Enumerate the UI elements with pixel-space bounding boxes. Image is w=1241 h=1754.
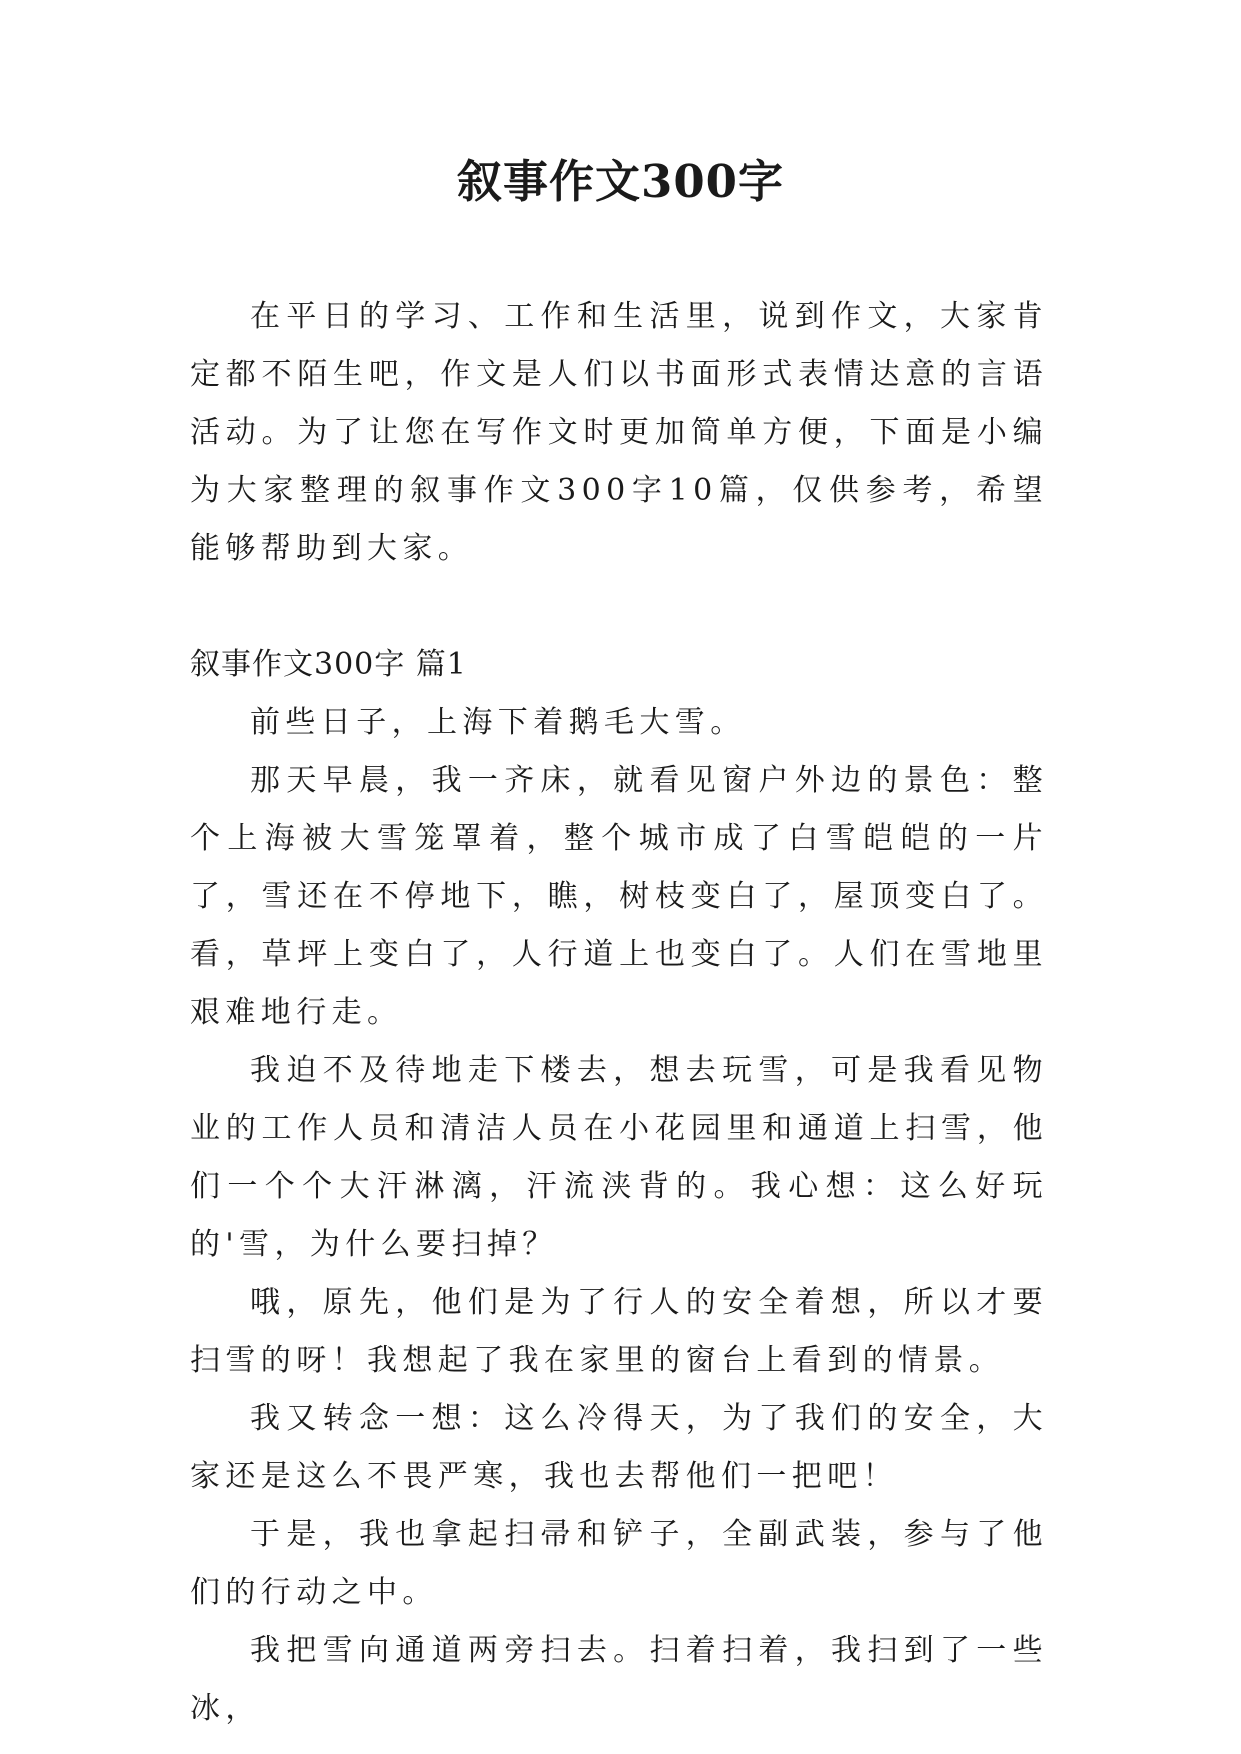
intro-paragraph: 在平日的学习、工作和生活里，说到作文，大家肯定都不陌生吧，作文是人们以书面形式表情达意的言语活动。为了让您在写作文时更加简单方便，下面是小编为大家整理的叙事作文300字10篇，仅供参考，希望能够帮助到大家。	[190, 299, 1048, 566]
body-paragraph: 我又转念一想：这么冷得天，为了我们的安全，大家还是这么不畏严寒，我也去帮他们一把吧！	[190, 1401, 1048, 1494]
body-paragraph: 那天早晨，我一齐床，就看见窗户外边的景色：整个上海被大雪笼罩着，整个城市成了白雪皑皑的一片了，雪还在不停地下，瞧，树枝变白了，屋顶变白了。看，草坪上变白了，人行道上也变白了。人们在雪地里艰难地行走。	[190, 763, 1048, 1030]
section-heading: 叙事作文300字 篇1	[190, 647, 467, 682]
body-paragraph: 前些日子，上海下着鹅毛大雪。	[250, 705, 746, 740]
body-paragraph: 哦，原先，他们是为了行人的安全着想，所以才要扫雪的呀！我想起了我在家里的窗台上看到的情景。	[190, 1285, 1048, 1378]
body-paragraph: 于是，我也拿起扫帚和铲子，全副武装，参与了他们的行动之中。	[190, 1517, 1048, 1610]
body-paragraph: 我迫不及待地走下楼去，想去玩雪，可是我看见物业的工作人员和清洁人员在小花园里和通道上扫雪，他们一个个大汗淋漓，汗流浃背的。我心想：这么好玩的'雪，为什么要扫掉？	[190, 1053, 1048, 1262]
document-body	[190, 288, 1048, 1738]
body-paragraph: 我把雪向通道两旁扫去。扫着扫着，我扫到了一些冰，	[190, 1633, 1048, 1726]
document-title: 叙事作文300字	[457, 155, 784, 208]
